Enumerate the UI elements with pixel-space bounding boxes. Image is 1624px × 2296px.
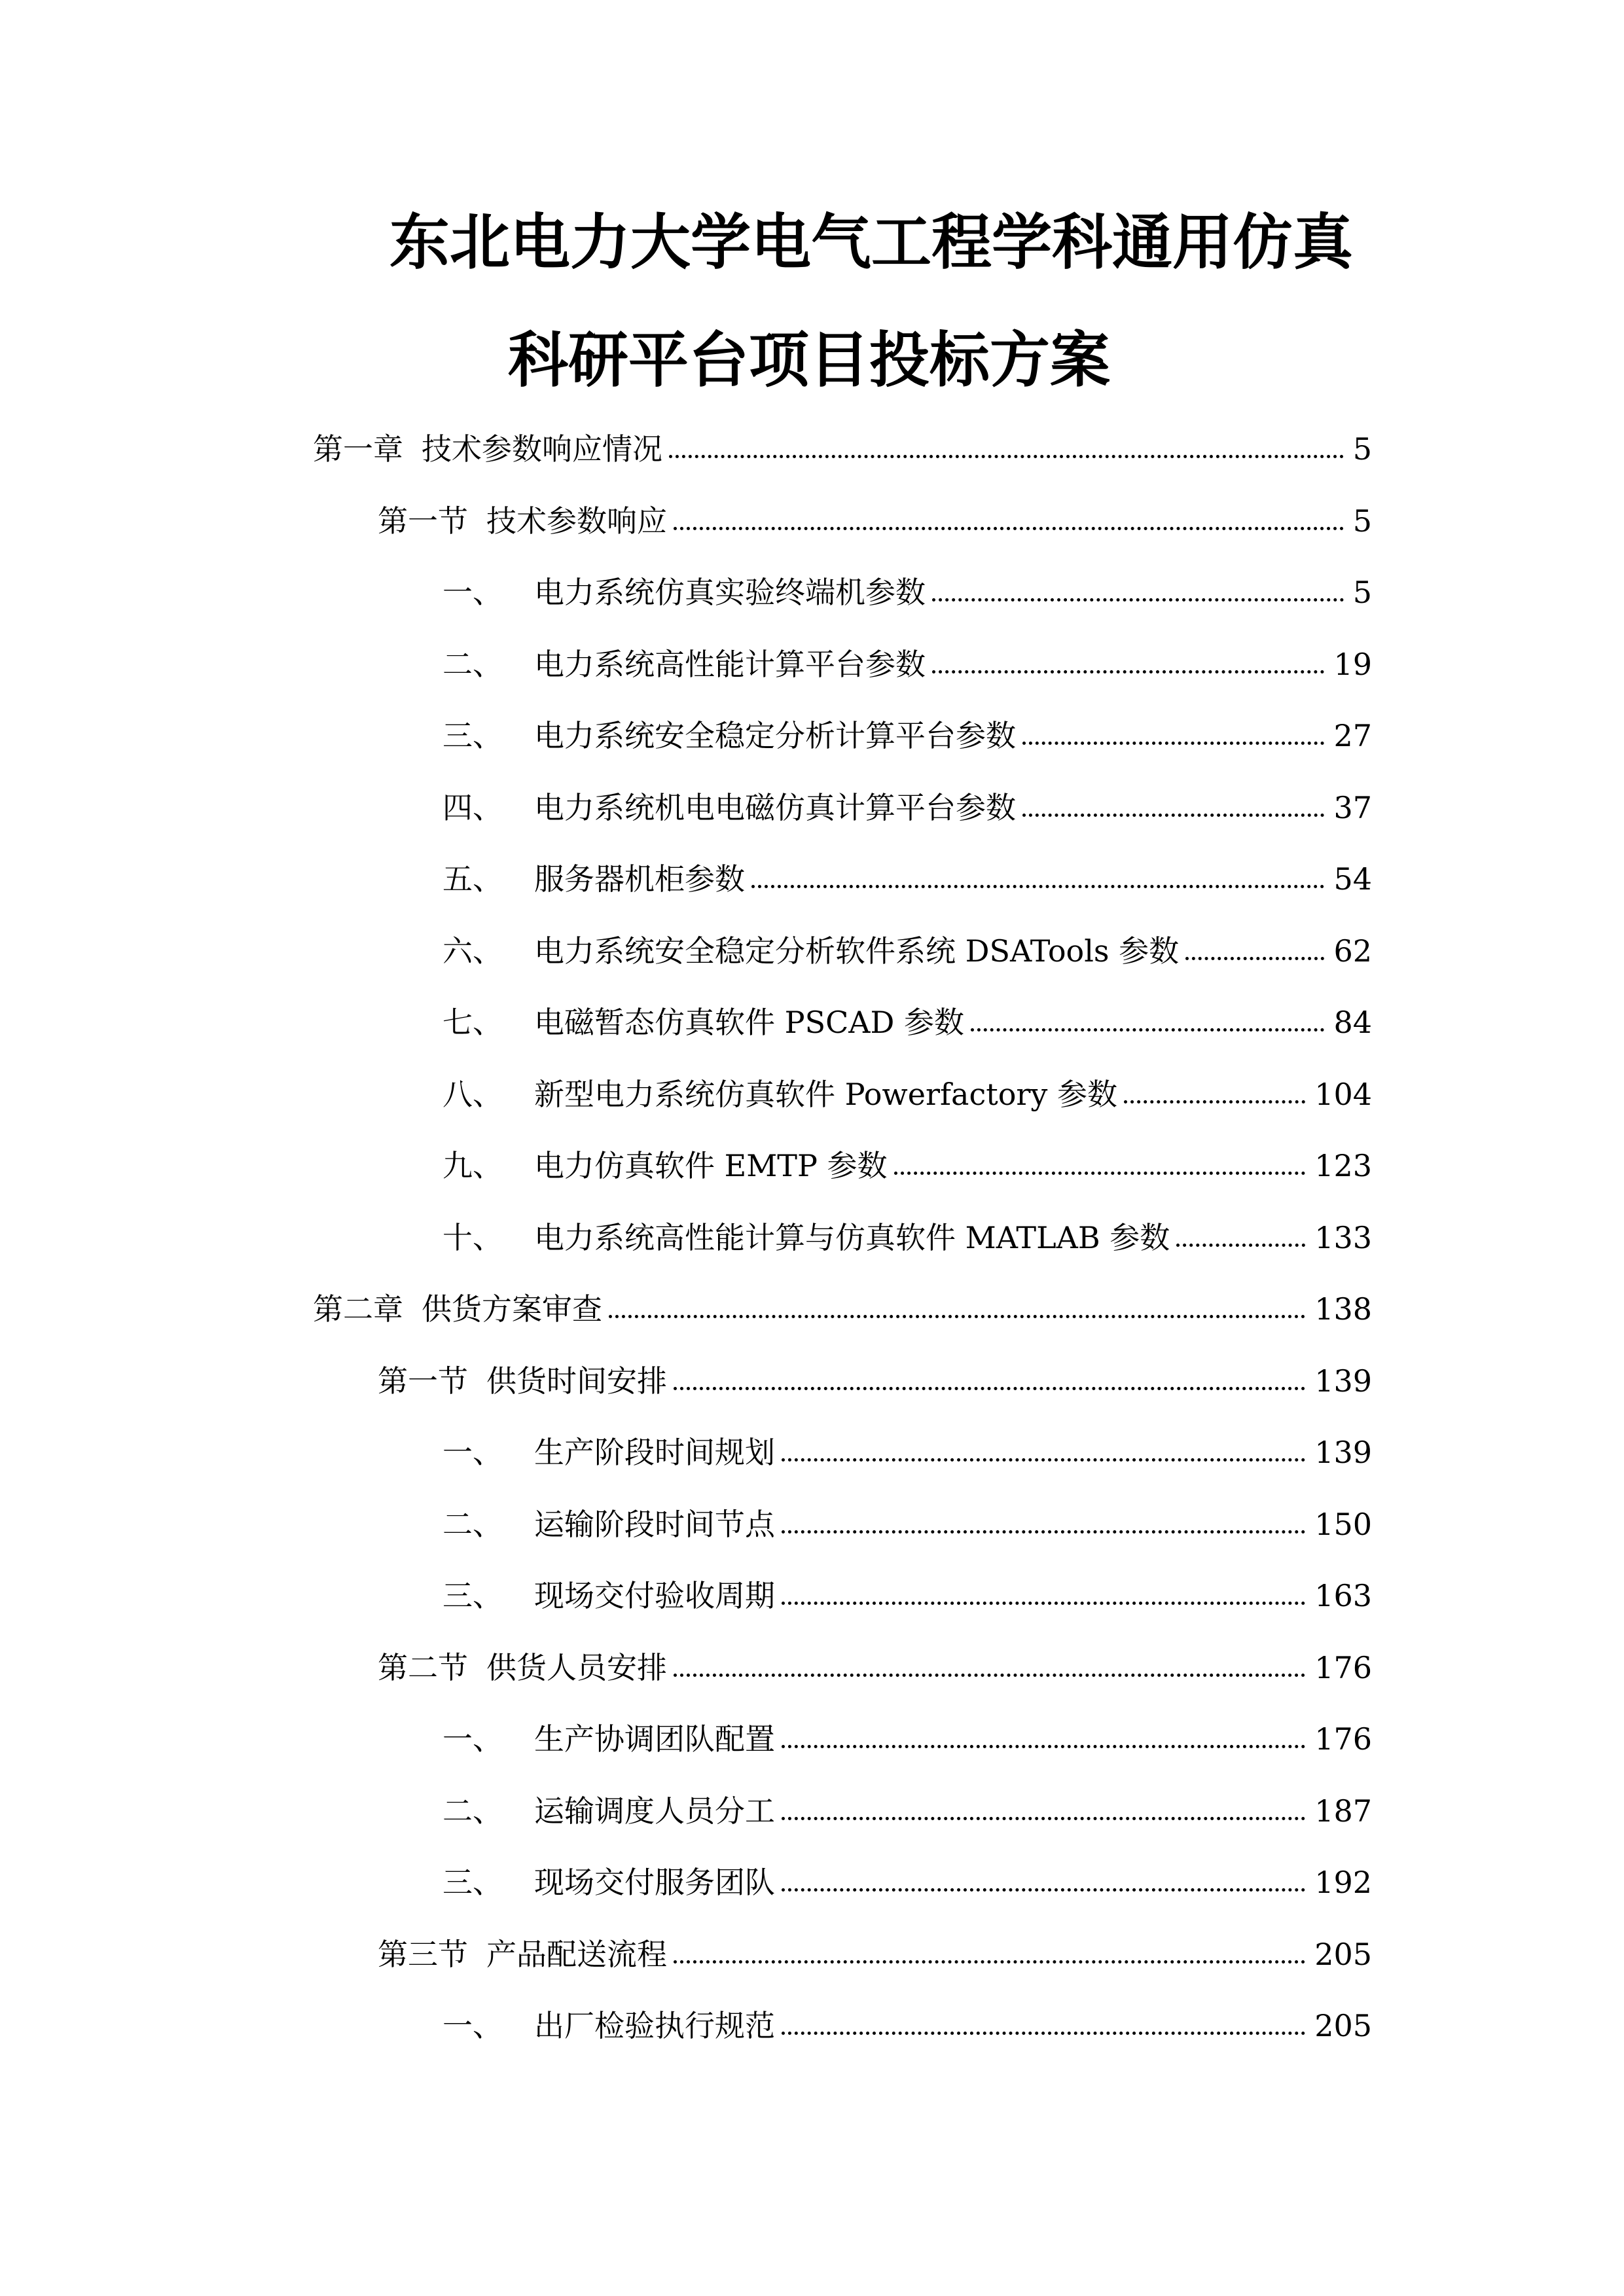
toc-page-number: 37 bbox=[1333, 790, 1372, 825]
toc-entry-label bbox=[442, 1507, 775, 1542]
toc-entry[interactable] bbox=[442, 645, 1372, 684]
toc-entry-title: 电力系统仿真实验终端机参数 bbox=[534, 575, 926, 610]
document-title-line-2: 科研平台项目投标方案 bbox=[508, 325, 1111, 395]
toc-page-number: 139 bbox=[1314, 1435, 1372, 1470]
toc-entry-label bbox=[378, 503, 667, 539]
toc-entry-title: 电力系统高性能计算平台参数 bbox=[534, 647, 926, 682]
toc-dot-leader bbox=[1022, 742, 1324, 745]
toc-entry-title: 供货方案审查 bbox=[422, 1291, 602, 1327]
toc-page-number: 5 bbox=[1352, 503, 1372, 539]
toc-entry[interactable] bbox=[378, 1648, 1372, 1687]
toc-page-number: 104 bbox=[1314, 1077, 1372, 1112]
toc-dot-leader bbox=[674, 1674, 1305, 1677]
toc-entry-label bbox=[442, 1578, 775, 1613]
toc-entry-number: 三、 bbox=[442, 1578, 503, 1613]
toc-entry[interactable] bbox=[378, 1935, 1372, 1974]
toc-entry[interactable] bbox=[442, 859, 1372, 899]
toc-entry[interactable] bbox=[378, 1361, 1372, 1401]
toc-entry-title: 生产协调团队配置 bbox=[534, 1721, 775, 1757]
toc-dot-leader bbox=[782, 1602, 1305, 1605]
toc-entry-number: 九、 bbox=[442, 1148, 503, 1183]
toc-entry-label bbox=[442, 861, 745, 897]
toc-entry-title: 电力系统安全稳定分析软件系统 DSATools 参数 bbox=[534, 933, 1180, 969]
toc-entry-title: 供货时间安排 bbox=[486, 1363, 667, 1399]
toc-dot-leader bbox=[609, 1315, 1305, 1318]
toc-entry-title: 新型电力系统仿真软件 Powerfactory 参数 bbox=[534, 1077, 1117, 1112]
toc-entry-label bbox=[313, 1291, 602, 1327]
toc-entry-title: 运输调度人员分工 bbox=[534, 1793, 775, 1829]
toc-entry-label bbox=[442, 1148, 888, 1183]
toc-entry-label bbox=[442, 1005, 965, 1040]
toc-dot-leader bbox=[1124, 1100, 1305, 1103]
toc-entry-number: 一、 bbox=[442, 2008, 503, 2043]
toc-entry-number: 二、 bbox=[442, 1793, 503, 1829]
toc-entry[interactable] bbox=[442, 2006, 1372, 2045]
toc-entry[interactable] bbox=[442, 1505, 1372, 1544]
toc-entry-number: 一、 bbox=[442, 575, 503, 610]
toc-dot-leader bbox=[782, 1888, 1305, 1892]
toc-entry[interactable] bbox=[442, 1146, 1372, 1185]
toc-page-number: 138 bbox=[1314, 1291, 1372, 1327]
toc-page-number: 205 bbox=[1314, 2008, 1372, 2043]
toc-entry[interactable] bbox=[442, 1791, 1372, 1831]
toc-entry-title: 现场交付服务团队 bbox=[534, 1865, 775, 1900]
toc-page-number: 176 bbox=[1314, 1650, 1372, 1685]
toc-entry-number: 十、 bbox=[442, 1220, 503, 1255]
toc-dot-leader bbox=[751, 885, 1324, 888]
toc-entry-label bbox=[442, 718, 1016, 753]
toc-entry[interactable] bbox=[442, 1863, 1372, 1902]
toc-dot-leader bbox=[1185, 957, 1324, 960]
toc-entry[interactable] bbox=[442, 1433, 1372, 1472]
toc-entry-label bbox=[378, 1937, 667, 1972]
toc-page-number: 5 bbox=[1352, 575, 1372, 610]
document-title-line-1: 东北电力大学电气工程学科通用仿真 bbox=[389, 207, 1354, 278]
toc-page-number: 5 bbox=[1352, 431, 1372, 467]
toc-entry-number: 三、 bbox=[442, 718, 503, 753]
toc-entry[interactable] bbox=[378, 501, 1372, 541]
toc-entry-title: 供货人员安排 bbox=[486, 1650, 667, 1685]
toc-page-number: 54 bbox=[1333, 861, 1372, 897]
toc-entry-number: 第一节 bbox=[378, 503, 468, 539]
toc-entry-label bbox=[313, 431, 662, 467]
toc-entry-title: 现场交付验收周期 bbox=[534, 1578, 775, 1613]
toc-entry-title: 电力系统高性能计算与仿真软件 MATLAB 参数 bbox=[534, 1220, 1170, 1255]
toc-page-number: 192 bbox=[1314, 1865, 1372, 1900]
toc-entry-title: 产品配送流程 bbox=[486, 1937, 667, 1972]
toc-entry[interactable] bbox=[442, 1576, 1372, 1615]
toc-entry-number: 一、 bbox=[442, 1435, 503, 1470]
toc-dot-leader bbox=[674, 527, 1344, 530]
toc-entry-title: 电磁暂态仿真软件 PSCAD 参数 bbox=[534, 1005, 965, 1040]
toc-entry-title: 电力仿真软件 EMTP 参数 bbox=[534, 1148, 888, 1183]
toc-entry-title: 技术参数响应 bbox=[486, 503, 667, 539]
toc-page-number: 27 bbox=[1333, 718, 1372, 753]
toc-dot-leader bbox=[782, 1458, 1305, 1462]
toc-entry-number: 第二章 bbox=[313, 1291, 403, 1327]
toc-entry-label bbox=[442, 575, 926, 610]
toc-page-number: 150 bbox=[1314, 1507, 1372, 1542]
toc-dot-leader bbox=[894, 1172, 1306, 1175]
toc-entry-label bbox=[442, 1220, 1170, 1255]
toc-entry[interactable] bbox=[442, 1075, 1372, 1114]
toc-page-number: 187 bbox=[1314, 1793, 1372, 1829]
toc-entry-number: 一、 bbox=[442, 1721, 503, 1757]
toc-dot-leader bbox=[674, 1387, 1305, 1390]
toc-entry-title: 运输阶段时间节点 bbox=[534, 1507, 775, 1542]
toc-entry-label bbox=[442, 1435, 775, 1470]
toc-entry-title: 生产阶段时间规划 bbox=[534, 1435, 775, 1470]
toc-entry-title: 电力系统机电电磁仿真计算平台参数 bbox=[534, 790, 1016, 825]
toc-entry-title: 服务器机柜参数 bbox=[534, 861, 745, 897]
toc-dot-leader bbox=[971, 1028, 1324, 1031]
toc-entry-label bbox=[378, 1363, 667, 1399]
toc-entry-label bbox=[378, 1650, 667, 1685]
toc-entry-label bbox=[442, 2008, 775, 2043]
toc-dot-leader bbox=[782, 1530, 1305, 1534]
toc-entry[interactable] bbox=[442, 1719, 1372, 1759]
toc-page-number: 62 bbox=[1333, 933, 1372, 969]
toc-entry-number: 二、 bbox=[442, 1507, 503, 1542]
toc-entry[interactable] bbox=[442, 1003, 1372, 1042]
toc-entry[interactable] bbox=[313, 429, 1372, 469]
toc-page-number: 205 bbox=[1314, 1937, 1372, 1972]
toc-entry-number: 第一节 bbox=[378, 1363, 468, 1399]
toc-entry-label bbox=[442, 933, 1180, 969]
toc-page-number: 139 bbox=[1314, 1363, 1372, 1399]
toc-dot-leader bbox=[1176, 1244, 1305, 1247]
toc-page-number: 133 bbox=[1314, 1220, 1372, 1255]
toc-entry-label bbox=[442, 1721, 775, 1757]
toc-entry-number: 第三节 bbox=[378, 1937, 468, 1972]
toc-page-number: 163 bbox=[1314, 1578, 1372, 1613]
toc-entry-number: 七、 bbox=[442, 1005, 503, 1040]
toc-entry-label bbox=[442, 790, 1016, 825]
toc-entry[interactable] bbox=[442, 931, 1372, 971]
toc-entry[interactable] bbox=[442, 716, 1372, 755]
toc-entry[interactable] bbox=[442, 1218, 1372, 1257]
toc-entry-number: 二、 bbox=[442, 647, 503, 682]
toc-dot-leader bbox=[669, 455, 1344, 458]
toc-entry-label bbox=[442, 1865, 775, 1900]
toc-entry-title: 出厂检验执行规范 bbox=[534, 2008, 775, 2043]
toc-entry-number: 第二节 bbox=[378, 1650, 468, 1685]
toc-entry-label bbox=[442, 647, 926, 682]
toc-page-number: 123 bbox=[1314, 1148, 1372, 1183]
toc-dot-leader bbox=[782, 2032, 1305, 2035]
toc-entry-number: 三、 bbox=[442, 1865, 503, 1900]
toc-entry-number: 六、 bbox=[442, 933, 503, 969]
toc-entry-title: 电力系统安全稳定分析计算平台参数 bbox=[534, 718, 1016, 753]
toc-dot-leader bbox=[674, 1960, 1305, 1964]
toc-page-number: 84 bbox=[1333, 1005, 1372, 1040]
toc-page-number: 19 bbox=[1333, 647, 1372, 682]
toc-dot-leader bbox=[1022, 814, 1324, 817]
toc-dot-leader bbox=[782, 1817, 1305, 1820]
toc-entry[interactable] bbox=[442, 788, 1372, 827]
toc-dot-leader bbox=[932, 670, 1324, 673]
toc-entry-number: 四、 bbox=[442, 790, 503, 825]
toc-entry[interactable] bbox=[313, 1289, 1372, 1329]
toc-entry[interactable] bbox=[442, 573, 1372, 612]
toc-entry-number: 五、 bbox=[442, 861, 503, 897]
toc-entry-label bbox=[442, 1077, 1117, 1112]
toc-entry-number: 第一章 bbox=[313, 431, 403, 467]
toc-entry-number: 八、 bbox=[442, 1077, 503, 1112]
toc-dot-leader bbox=[782, 1745, 1305, 1748]
toc-dot-leader bbox=[932, 598, 1344, 601]
toc-entry-title: 技术参数响应情况 bbox=[422, 431, 662, 467]
toc-page-number: 176 bbox=[1314, 1721, 1372, 1757]
toc-entry-label bbox=[442, 1793, 775, 1829]
